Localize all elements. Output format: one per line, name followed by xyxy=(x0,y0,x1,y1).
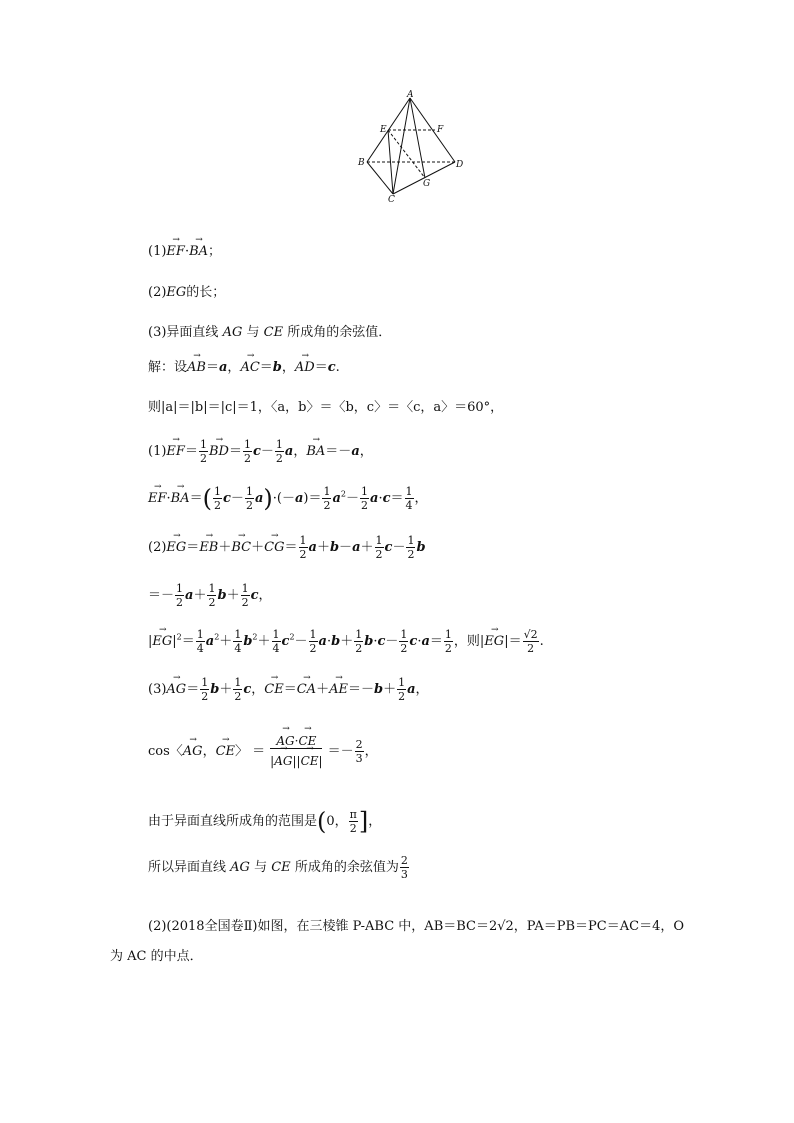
next-problem-line-1: (2)(2018全国卷Ⅱ)如图，在三棱锥 P-ABC 中，AB＝BC＝2√2，PA＝PB＝PC＝AC＝4，O xyxy=(148,919,685,934)
question-2: (2)EG的长； xyxy=(148,285,226,300)
label-E: E xyxy=(380,125,387,135)
solution-eg: (2)→ EG＝→ EB＋→ BC＋→ CG＝ $\frac{1}{2}$ a＋b－a＋ $\frac{1}{2}$ c－ $\frac{1}{2}$ b xyxy=(148,534,426,561)
label-B: B xyxy=(358,158,365,168)
solution-setup: 解：设→ AB＝a，→ AC＝b，→ AD＝c. xyxy=(148,360,340,376)
solution-ef-dot-ba: → EF·→ BA＝( $\frac{1}{2}$ c－ $\frac{1}{2}$ a)·(－a)＝ $\frac{1}{2}$ $a^2-$ $\frac{1}{2}$ a·c＝ $\frac{1}{4}$ ， xyxy=(148,485,428,512)
solution-ag-ce: (3)→ AG＝ $\frac{1}{2}$ b＋ $\frac{1}{2}$ c，→ CE＝→ CA＋→ AE＝－b＋ $\frac{1}{2}$ a， xyxy=(148,676,429,703)
question-1: (1)→ EF·→ BA； xyxy=(148,244,221,260)
label-D: D xyxy=(456,160,464,170)
solution-eg-simplified: ＝－ $\frac{1}{2}$ a＋ $\frac{1}{2}$ b＋ $\frac{1}{2}$ c， xyxy=(148,582,272,609)
tetrahedron-figure xyxy=(355,90,465,205)
label-A: A xyxy=(407,90,414,100)
label-G: G xyxy=(423,179,431,189)
solution-conclusion: 所以异面直线 AG 与 CE 所成角的余弦值为 $\frac{2}{3}$ xyxy=(148,854,408,881)
question-3: (3)异面直线 AG 与 CE 所成角的余弦值． xyxy=(148,325,392,340)
next-problem-line-2: 为 AC 的中点． xyxy=(110,949,203,964)
solution-eg-length: |→ $EG|^2=$ $\frac{1}{4}$ $a^2+$ $\frac{1}{4}$ $b^2+$ $\frac{1}{4}$ $c^2-$ $\frac{1}{2}$ a·b＋ $\frac{1}{2}$ b·c－ $\frac{1}{2}$ c·a＝ $\frac{1}{2}$ ，则|→ EG|＝ $\frac{√2}{2}$ . xyxy=(148,628,544,655)
label-F: F xyxy=(437,125,444,135)
solution-range: 由于异面直线所成角的范围是(0， $\frac{\pi}{2}$ ]， xyxy=(148,807,382,836)
solution-conditions: 则|a|＝|b|＝|c|＝1，〈a，b〉＝〈b，c〉＝〈c，a〉＝60°， xyxy=(148,400,504,415)
solution-cos: cos〈→ AG，→ CE〉 ＝ → $\frac{AG\cdot\to CE}{|\to AG||\to CE|}$ ＝－ $\frac{2}{3}$ ， xyxy=(148,735,378,768)
label-C: C xyxy=(388,195,395,205)
next-problem xyxy=(110,912,700,972)
solution-ef: (1)→ EF＝ $\frac{1}{2}$ → BD＝ $\frac{1}{2}$ c－ $\frac{1}{2}$ a，→ BA＝－a， xyxy=(148,438,373,465)
